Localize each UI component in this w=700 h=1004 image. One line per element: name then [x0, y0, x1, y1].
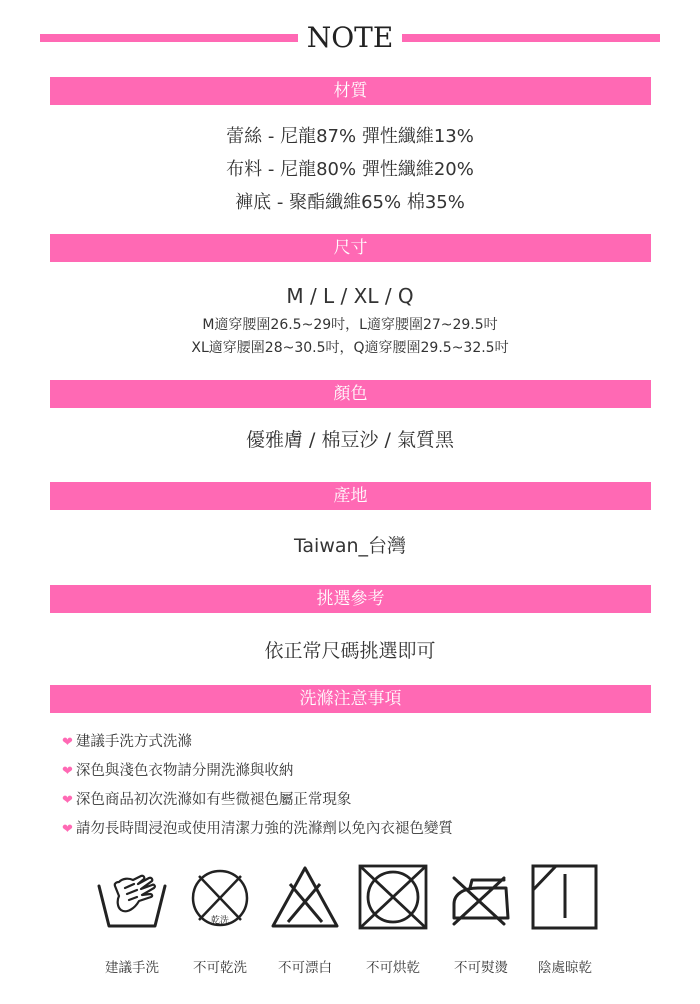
header-line-left [40, 34, 298, 42]
note-header [40, 18, 660, 58]
section-header-origin: 產地 [50, 482, 651, 510]
care-bullet: ❤ 請勿長時間浸泡或使用清潔力強的洗滌劑以免內衣褪色變質 [62, 821, 453, 837]
no-dry-clean-icon [185, 864, 255, 930]
heart-icon: ❤ [62, 764, 73, 779]
care-label-dry-in-shade: 陰處晾乾 [538, 960, 592, 976]
section-header-color: 顏色 [50, 380, 651, 408]
heart-icon: ❤ [62, 793, 73, 808]
care-label-no-iron: 不可熨燙 [454, 960, 508, 976]
no-tumble-dry-icon [358, 864, 428, 930]
material-list [0, 120, 700, 219]
heart-icon: ❤ [62, 822, 73, 837]
size-detail-line: M適穿腰圍26.5~29吋，L適穿腰圍27~29.5吋 [202, 317, 498, 333]
material-line: 蕾絲 - 尼龍87% 彈性纖維13% [226, 126, 474, 147]
dry-in-shade-icon [530, 864, 600, 930]
color-options: 優雅膚 / 棉豆沙 / 氣質黑 [246, 429, 454, 451]
care-label-no-bleach: 不可漂白 [278, 960, 332, 976]
origin-text: Taiwan_台灣 [293, 535, 407, 557]
care-bullet: ❤ 深色與淺色衣物請分開洗滌與收納 [62, 763, 294, 779]
header-line-right [402, 34, 660, 42]
hand-wash-icon [97, 864, 167, 930]
material-line: 布料 - 尼龍80% 彈性纖維20% [226, 159, 474, 180]
page-title: NOTE [306, 21, 394, 54]
section-header-fit: 挑選參考 [50, 585, 651, 613]
no-iron-icon [446, 864, 516, 930]
material-line: 褲底 - 聚酯纖維65% 棉35% [235, 192, 465, 213]
section-header-care: 洗滌注意事項 [50, 685, 651, 713]
care-bullet-list [62, 728, 662, 844]
care-bullet: ❤ 建議手洗方式洗滌 [62, 734, 192, 750]
fit-text: 依正常尺碼挑選即可 [264, 640, 436, 662]
care-bullet: ❤ 深色商品初次洗滌如有些微褪色屬正常現象 [62, 792, 352, 808]
care-label-no-tumble-dry: 不可烘乾 [366, 960, 420, 976]
section-header-material: 材質 [50, 77, 651, 105]
svg-text:乾洗: 乾洗 [210, 916, 230, 926]
size-detail [0, 314, 700, 360]
care-label-hand-wash: 建議手洗 [105, 960, 159, 976]
no-bleach-icon [270, 864, 340, 930]
size-detail-line: XL適穿腰圍28~30.5吋，Q適穿腰圍29.5~32.5吋 [191, 340, 509, 356]
heart-icon: ❤ [62, 735, 73, 750]
size-options: M / L / XL / Q [286, 284, 414, 308]
section-header-size: 尺寸 [50, 234, 651, 262]
care-label-no-dry-clean: 不可乾洗 [193, 960, 247, 976]
